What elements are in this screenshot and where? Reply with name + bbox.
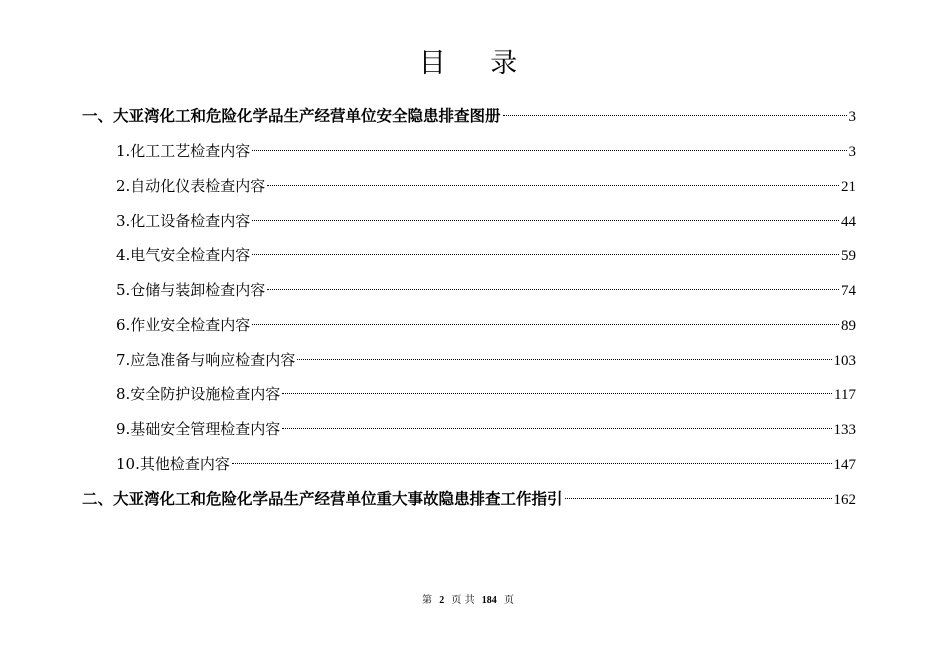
toc-entry-page-number: 162: [833, 492, 856, 508]
footer-current-page: 2: [439, 595, 445, 606]
toc-entry-section-1[interactable]: [82, 97, 856, 125]
toc-entry-page-number: 117: [834, 387, 856, 403]
toc-entry-1-7[interactable]: [116, 341, 856, 369]
toc-entry-label: 8.安全防护设施检查内容: [116, 385, 281, 403]
footer-prefix: 第: [422, 595, 433, 606]
toc-leader-dots: [252, 132, 846, 156]
toc-entry-page-number: 74: [841, 283, 856, 299]
toc-entry-label: 1.化工工艺检查内容: [116, 142, 251, 160]
toc-entry-label: 3.化工设备检查内容: [116, 212, 251, 230]
toc-entry-1-10[interactable]: [116, 445, 856, 473]
toc-entry-1-3[interactable]: [116, 202, 856, 230]
toc-entry-label: 6.作业安全检查内容: [116, 316, 251, 334]
toc-leader-dots: [565, 480, 832, 504]
toc-entry-page-number: 133: [833, 422, 856, 438]
toc-entry-page-number: 103: [833, 353, 856, 369]
toc-entry-1-2[interactable]: [116, 167, 856, 195]
footer-total-pages: 184: [481, 595, 497, 606]
toc-entry-label: 5.仓储与装卸检查内容: [116, 281, 266, 299]
toc-entry-1-5[interactable]: [116, 271, 856, 299]
toc-entry-section-2[interactable]: [82, 480, 856, 508]
toc-leader-dots: [282, 375, 832, 399]
toc-title: 目 录: [418, 48, 536, 79]
toc-entry-page-number: 44: [841, 214, 856, 230]
toc-entry-1-4[interactable]: [116, 236, 856, 264]
toc-entry-1-9[interactable]: [116, 410, 856, 438]
page-footer: [0, 594, 936, 608]
toc-entry-label: 9.基础安全管理检查内容: [116, 420, 281, 438]
footer-mid: 页 共: [451, 595, 475, 606]
toc-entry-label: 10.其他检查内容: [116, 455, 230, 473]
footer-suffix: 页: [503, 595, 514, 606]
toc-entry-page-number: 147: [833, 457, 856, 473]
toc-leader-dots: [232, 445, 832, 469]
toc-entry-label: 一、大亚湾化工和危险化学品生产经营单位安全隐患排查图册: [82, 106, 501, 125]
toc-leader-dots: [503, 97, 847, 121]
toc-entry-page-number: 59: [841, 248, 856, 264]
toc-leader-dots: [252, 306, 839, 330]
toc-entry-1-6[interactable]: [116, 306, 856, 334]
toc-entry-label: 7.应急准备与响应检查内容: [116, 351, 296, 369]
toc-leader-dots: [267, 167, 839, 191]
toc-leader-dots: [267, 271, 839, 295]
toc-entry-page-number: 3: [848, 109, 856, 125]
toc-leader-dots: [252, 236, 839, 260]
toc-entry-1-8[interactable]: [116, 375, 856, 403]
toc-entry-page-number: 89: [841, 318, 856, 334]
toc-entry-page-number: 3: [848, 144, 856, 160]
toc-entry-page-number: 21: [841, 179, 856, 195]
toc-leader-dots: [252, 202, 839, 226]
toc-entry-label: 4.电气安全检查内容: [116, 246, 251, 264]
toc-entry-label: 2.自动化仪表检查内容: [116, 177, 266, 195]
toc-entry-label: 二、大亚湾化工和危险化学品生产经营单位重大事故隐患排查工作指引: [82, 489, 563, 508]
toc-entry-1-1[interactable]: [116, 132, 856, 160]
toc-leader-dots: [297, 341, 831, 365]
toc-leader-dots: [282, 410, 831, 434]
